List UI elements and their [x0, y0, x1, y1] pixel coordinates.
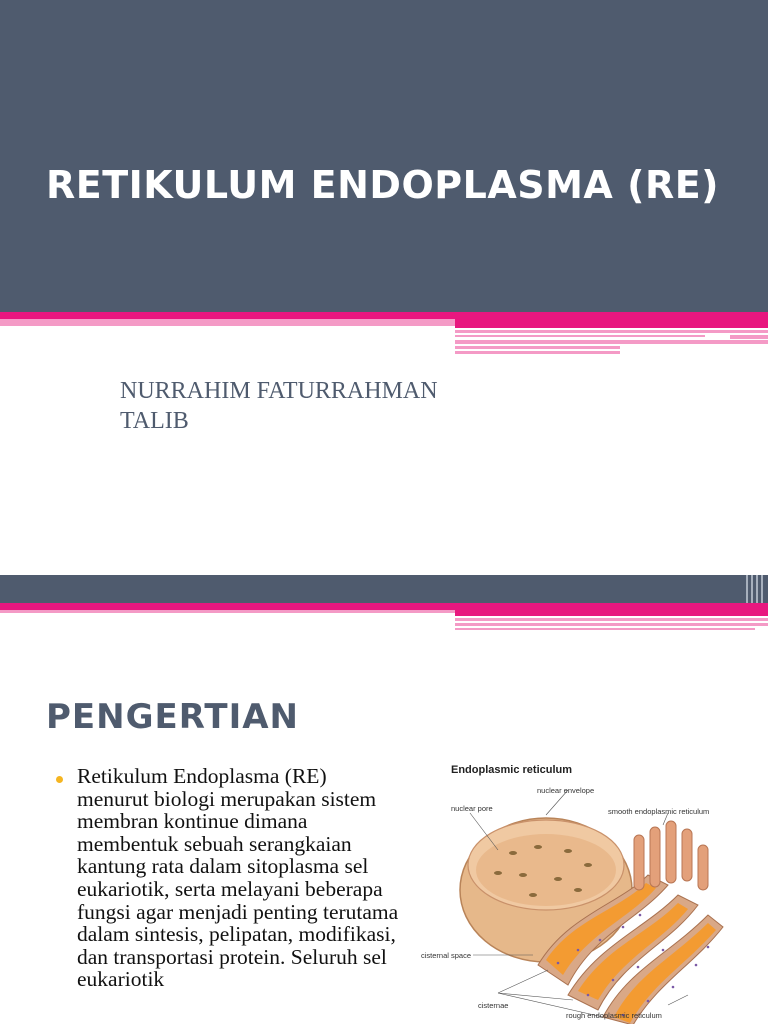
slide-title: RETIKULUM ENDOPLASMA (RE)	[46, 163, 720, 207]
section-heading: PENGERTIAN	[46, 697, 299, 737]
author-name: NURRAHIM FATURRAHMAN TALIB	[120, 378, 438, 434]
bullet-text: Retikulum Endoplasma (RE) menurut biologi merupakan sistem membran kontinue dimana membentuk sebuah serangkaian kantung rata dalam sitoplasma sel eukariotik, serta melayani beberapa fungsi agar menjadi penting terutama dalam sintesis, pelipatan, modifikasi, dan transportasi protein. Seluruh sel eukariotik	[77, 764, 399, 992]
er-illustration	[418, 755, 758, 1024]
label-cisternae: cisternae	[478, 1001, 509, 1010]
title-header-band	[0, 0, 768, 312]
figure-title: Endoplasmic reticulum	[451, 764, 573, 776]
bullet-list	[56, 765, 401, 991]
content-slide	[0, 575, 768, 1024]
label-nuclear-envelope: nuclear envelope	[537, 786, 595, 795]
er-diagram	[418, 755, 758, 1024]
label-rough-er: rough endoplasmic reticulum	[566, 1011, 662, 1020]
label-nuclear-pore: nuclear pore	[451, 804, 493, 813]
label-cisternal-space: cisternal space	[421, 951, 472, 960]
bullet-marker-icon	[56, 776, 63, 783]
label-smooth-er: smooth endoplasmic reticulum	[608, 807, 710, 816]
content-header-band	[0, 575, 768, 603]
